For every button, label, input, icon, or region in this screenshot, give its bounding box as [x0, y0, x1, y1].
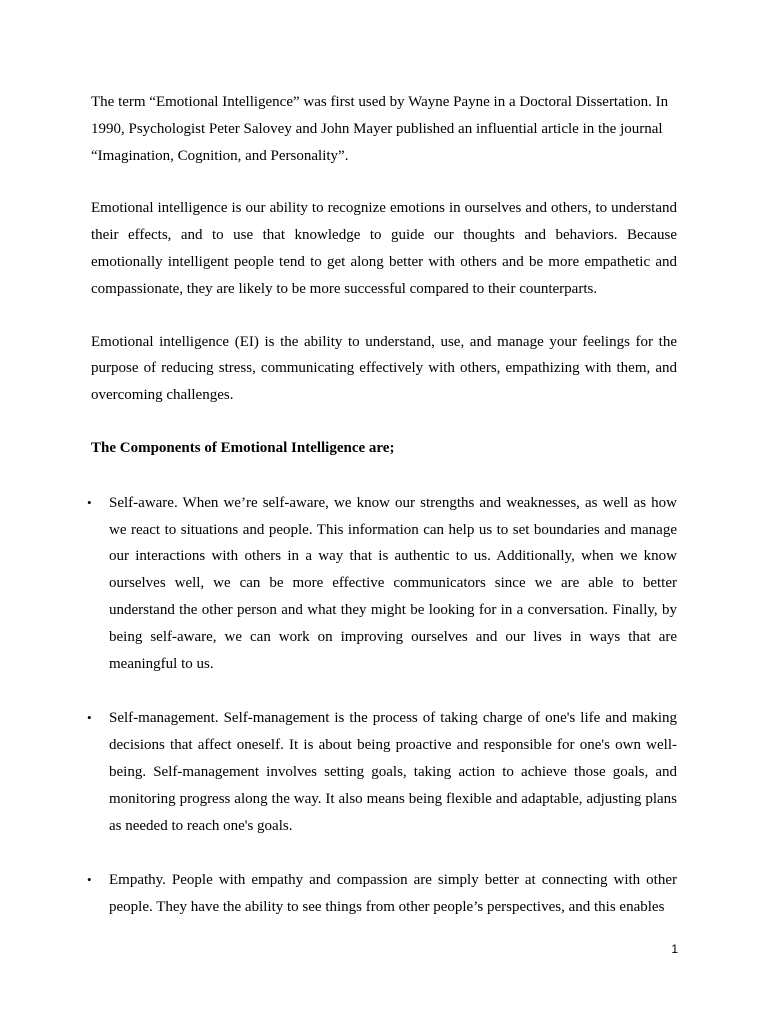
bullet-icon: • [87, 710, 92, 726]
list-item-text: Empathy. People with empathy and compassion are simply better at connecting with other people. They have the ability to see things from other people’s perspectives, and this enables [109, 872, 677, 916]
bullet-icon: • [87, 494, 92, 510]
components-list [87, 490, 677, 921]
list-item-self-management [87, 705, 677, 839]
list-item-empathy [87, 867, 677, 921]
page-number: 1 [671, 942, 678, 956]
list-item-self-aware [87, 490, 677, 678]
bullet-icon: • [87, 872, 92, 888]
paragraph-definition: Emotional intelligence is our ability to recognize emotions in ourselves and others, to understand their effects, and to use that knowledge to guide our thoughts and behaviors. Because emotionally intelligent people tend to get along better with others and be more empathetic and compassionate, they are likely to be more successful compared to their counterparts. [91, 200, 677, 297]
list-item-text: Self-aware. When we’re self-aware, we know our strengths and weaknesses, as well as how we react to situations and people. This information can help us to set boundaries and manage our interactions with others in a way that is authentic to us. Additionally, when we know ourselves well, we can be more effective communicators since we are able to better understand the other person and what they might be looking for in a conversation. Finally, by being self-aware, we can work on improving ourselves and our lives in ways that are meaningful to us. [109, 494, 677, 672]
paragraph-intro: The term “Emotional Intelligence” was first used by Wayne Payne in a Doctoral Dissertation. In 1990, Psychologist Peter Salovey and John Mayer published an influential article in the journal “Imagination, Cognition, and Personality”. [91, 94, 669, 164]
section-heading: The Components of Emotional Intelligence are; [91, 439, 395, 456]
paragraph-ei-description: Emotional intelligence (EI) is the ability to understand, use, and manage your feelings for the purpose of reducing stress, communicating effectively with others, empathizing with them, and overcoming challenges. [91, 333, 677, 404]
list-item-text: Self-management. Self-management is the process of taking charge of one's life and making decisions that affect oneself. It is about being proactive and responsible for one's own well-being. Self-management involves setting goals, taking action to achieve those goals, and monitoring progress along the way. It also means being flexible and adaptable, adjusting plans as needed to reach one's goals. [109, 710, 677, 834]
document-body [87, 89, 677, 949]
